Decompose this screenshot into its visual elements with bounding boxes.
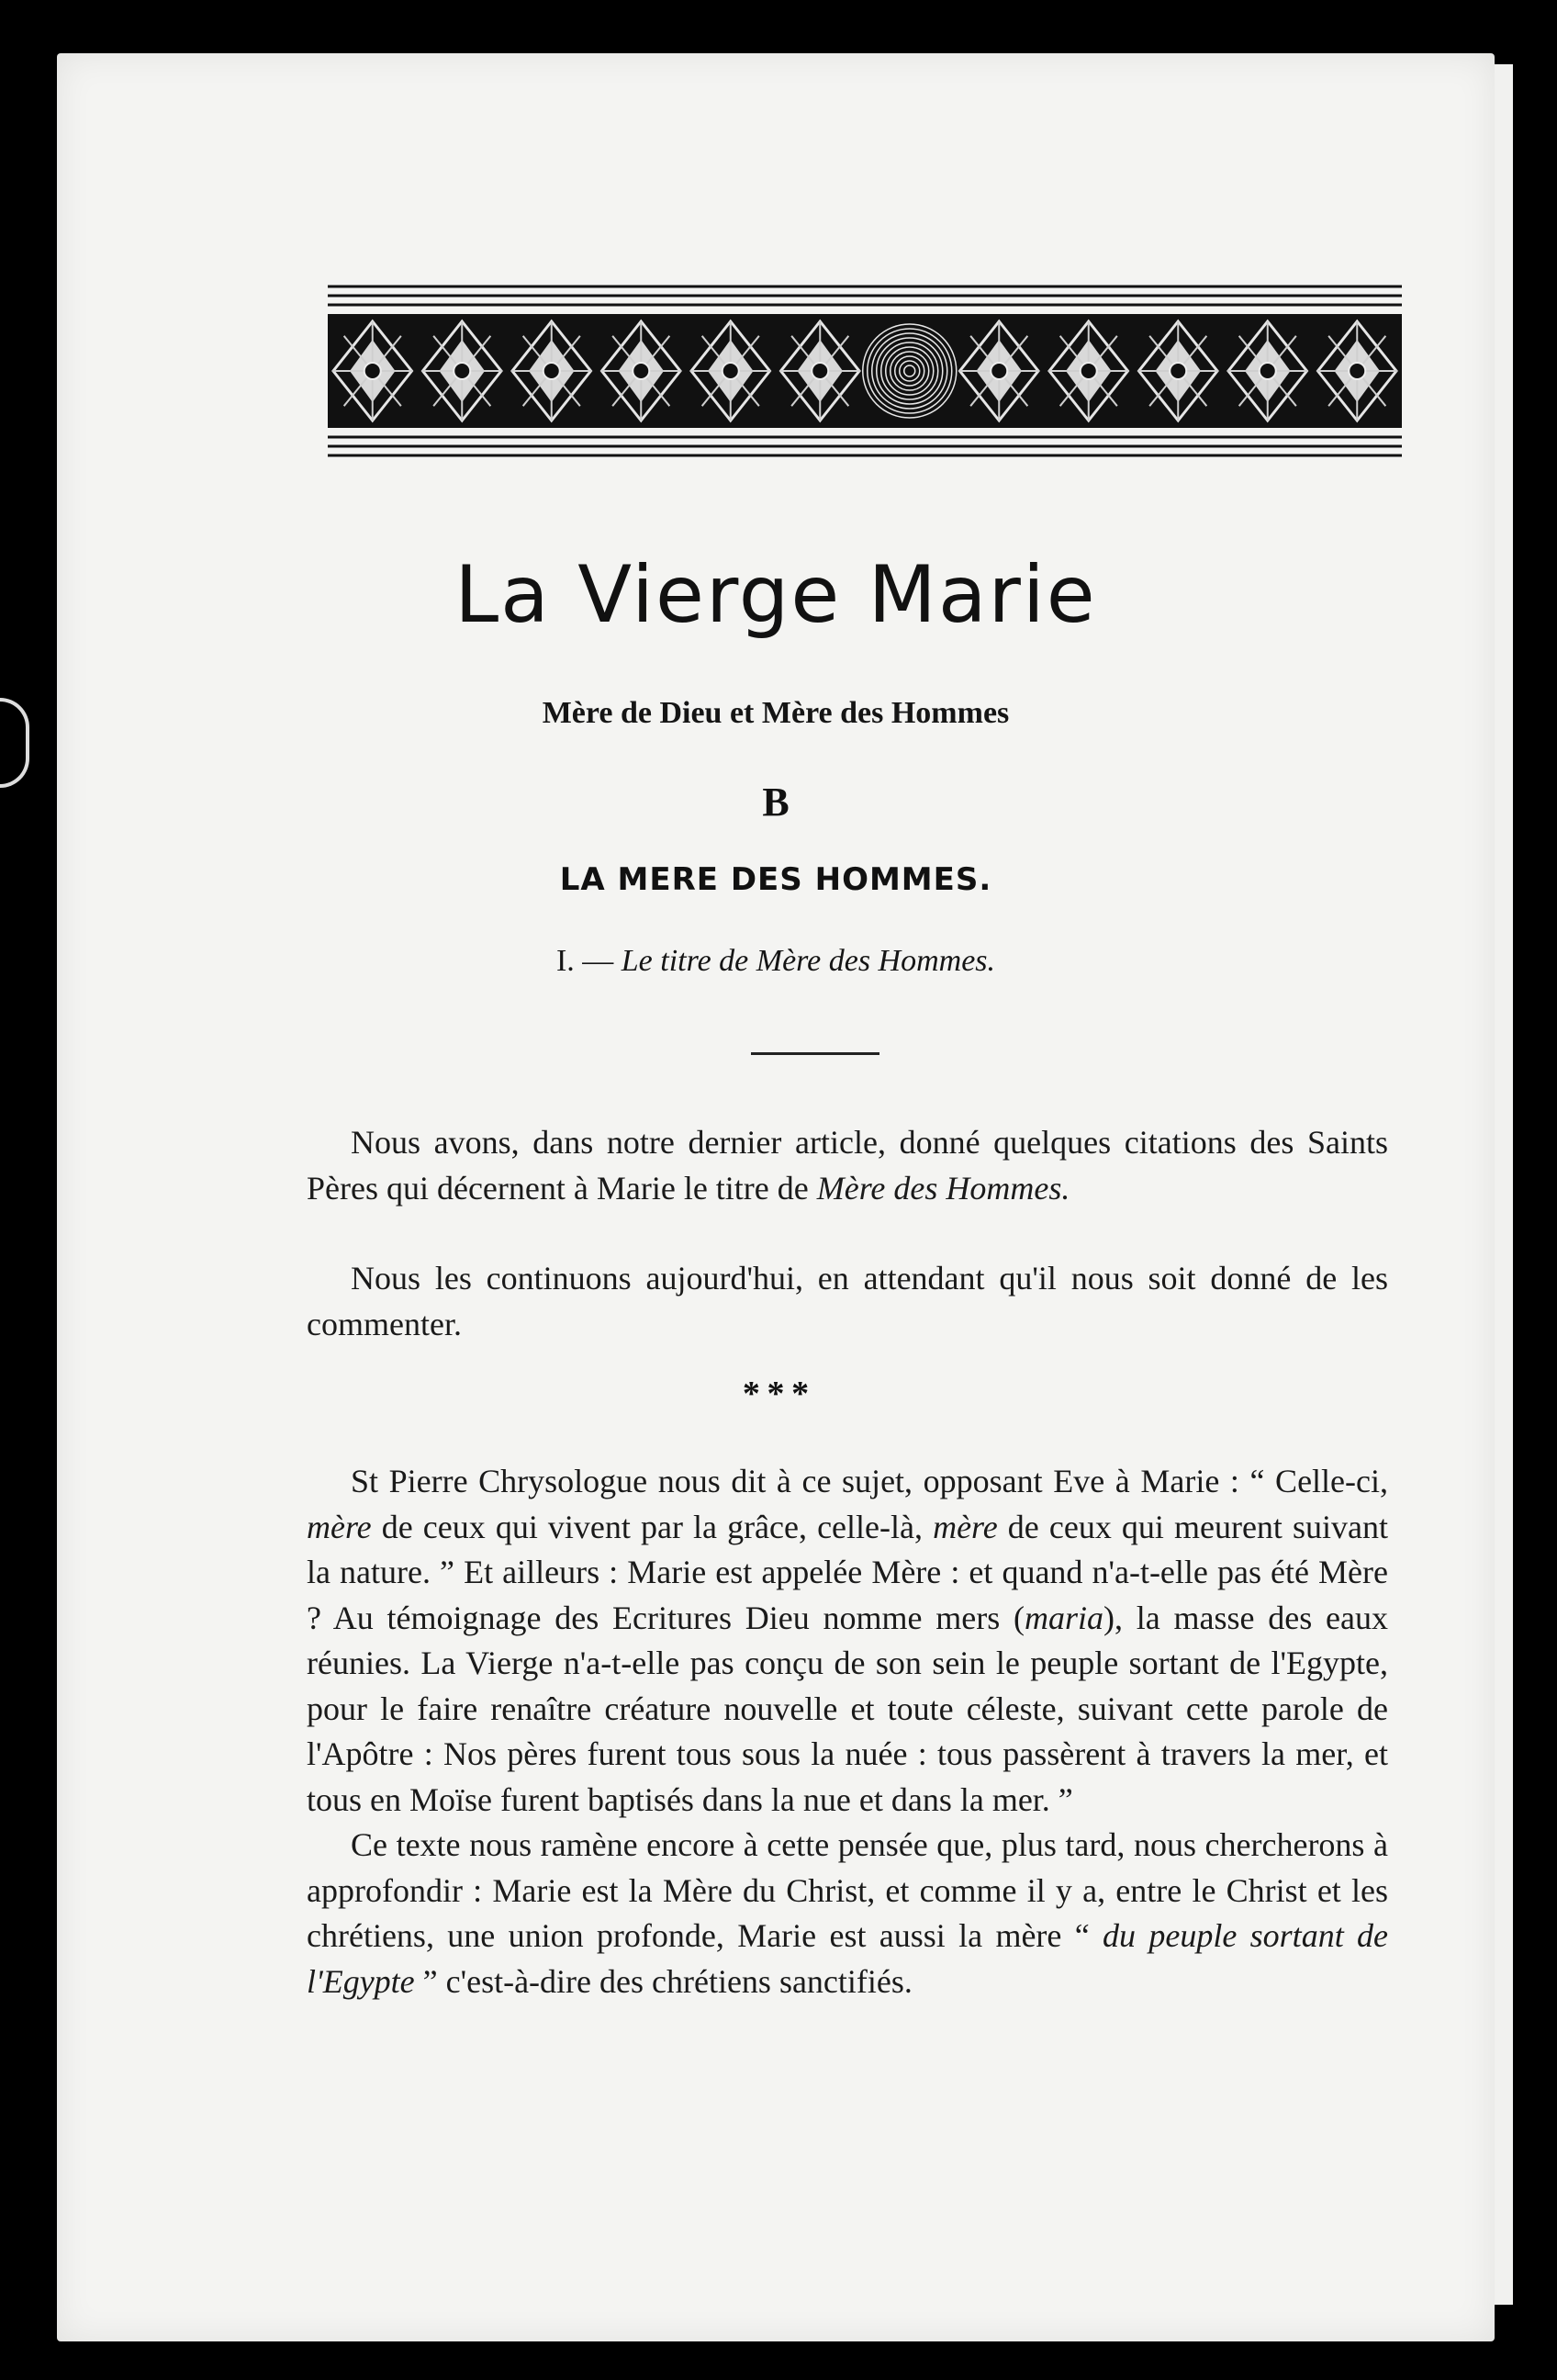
page-title: La Vierge Marie	[454, 549, 1097, 641]
paragraph-3-text-c: de ceux qui vivent par la grâce, celle-là,	[371, 1508, 934, 1545]
ornament-tile	[600, 321, 681, 421]
binding-clip	[0, 698, 29, 788]
paragraph-3-emphasis-maria: maria	[1024, 1599, 1103, 1636]
paragraph-2	[307, 1256, 1388, 1347]
paragraph-4-text-c: ” c'est-à-dire des chrétiens sanctifiés.	[414, 1962, 913, 2000]
paragraph-3-text-a: St Pierre Chrysologue nous dit à ce sujet, opposant Eve à Marie : “ Celle-ci,	[351, 1463, 1388, 1499]
paragraph-1	[307, 1120, 1388, 1211]
book-page	[57, 53, 1495, 2341]
ornament-tile	[690, 321, 771, 421]
ornament-tile	[332, 321, 413, 421]
page-subtitle: Mère de Dieu et Mère des Hommes	[542, 696, 1010, 730]
paragraph-3-emphasis-mere-1: mère	[307, 1508, 372, 1545]
ornament-tile	[511, 321, 592, 421]
chapter-title: Le titre de Mère des Hommes.	[621, 944, 996, 978]
ornament-tile	[779, 321, 860, 421]
ornament-tile	[958, 321, 1039, 421]
decorative-header-band	[328, 279, 1402, 463]
chapter-heading	[57, 944, 1495, 979]
paragraph-3-text-e: de ceux qui meurent suivant la nature. ” Et ailleurs : Marie est appelée Mère : et quand n'a-t-elle pas été Mère ? Au témoignage des Ecritures Dieu nomme mers (	[307, 1508, 1388, 1636]
asterism-separator: * * *	[742, 1375, 810, 1413]
paragraph-4-emphasis: du peuple sortant de l'Egypte	[307, 1917, 1388, 2000]
paragraph-3	[307, 1459, 1388, 2004]
paragraph-2-text: Nous les continuons aujourd'hui, en attendant qu'il nous soit donné de les commenter.	[307, 1260, 1388, 1342]
adjacent-page-edge	[1495, 64, 1513, 2305]
paragraph-3-text-g: ), la masse des eaux réunies. La Vierge n'a-t-elle pas conçu de son sein le peuple sortant de l'Egypte, pour le faire renaître créature nouvelle et toute céleste, suivant cette parole de l'Apôtre : Nos pères furent tous sous la nuée : tous passèrent à travers la mer, et tous en Moïse furent baptisés dans la nue et dans la mer. ”	[307, 1599, 1388, 1818]
paragraph-1-emphasis: Mère des Hommes.	[816, 1169, 1070, 1207]
section-heading: LA MERE DES HOMMES.	[559, 861, 992, 898]
ornament-tile	[1048, 321, 1129, 421]
ornament-tile	[1316, 321, 1397, 421]
chapter-number: I. —	[555, 944, 614, 978]
horizontal-rule	[751, 1052, 879, 1055]
paragraph-3-emphasis-mere-2: mère	[933, 1508, 998, 1545]
ornament-tile	[1227, 321, 1308, 421]
ornament-tile	[421, 321, 502, 421]
paragraph-4-text-a: Ce texte nous ramène encore à cette pensée que, plus tard, nous chercherons à approfondir : Marie est la Mère du Christ, et comme il y a, entre le Christ et les chrétiens, une union profonde, Marie est aussi la mère “	[307, 1826, 1388, 1954]
ornament-tile	[1137, 321, 1218, 421]
section-letter: B	[762, 780, 790, 825]
paragraph-1-text: Nous avons, dans notre dernier article, donné quelques citations des Saints Pères qui décernent à Marie le titre de	[307, 1124, 1388, 1207]
